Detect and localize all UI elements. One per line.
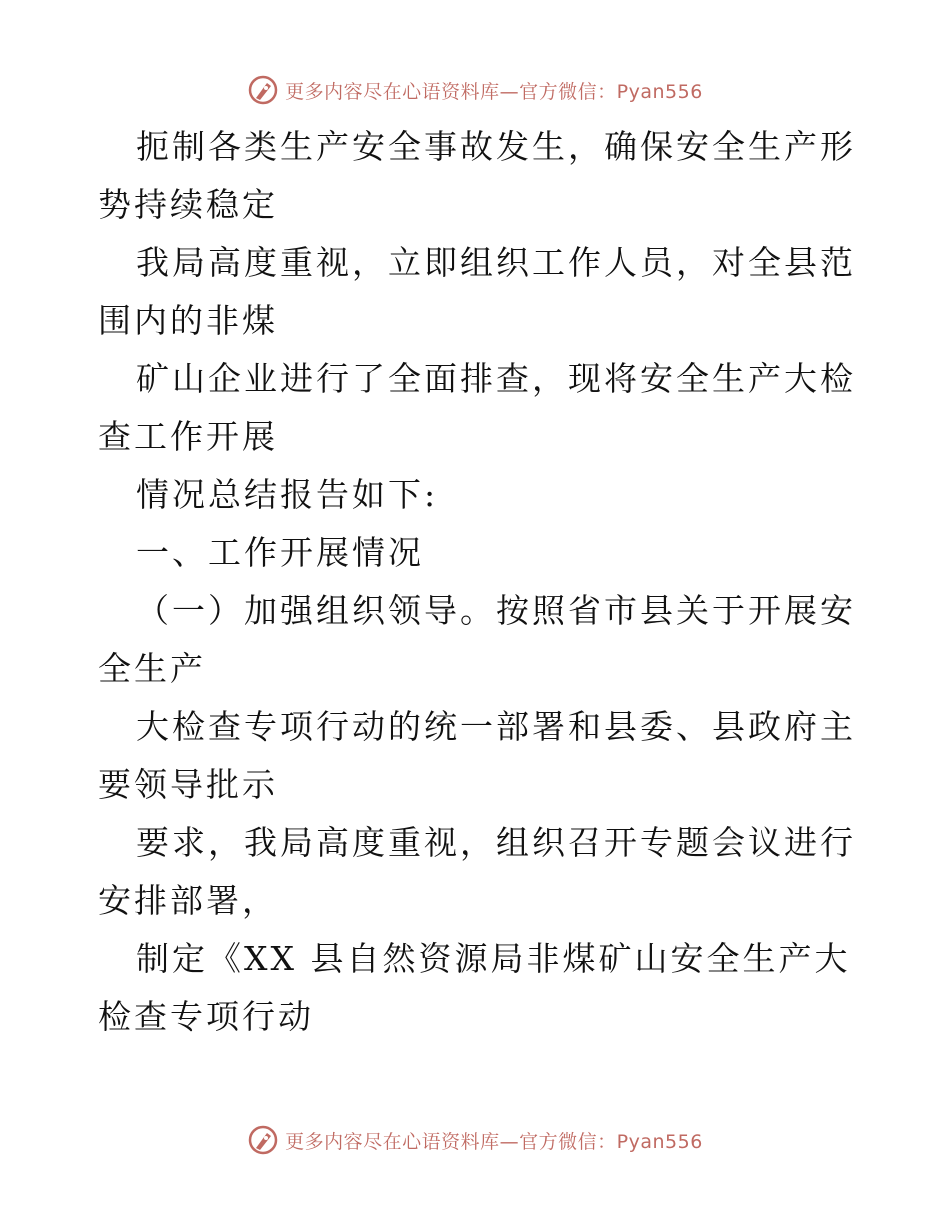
paragraph: （一）加强组织领导。按照省市县关于开展安全生产 — [98, 591, 856, 688]
pen-nib-icon — [247, 74, 279, 106]
header-banner — [0, 70, 950, 110]
paragraph: 扼制各类生产安全事故发生，确保安全生产形势持续稳定 — [98, 127, 856, 224]
paragraph: 大检查专项行动的统一部署和县委、县政府主要领导批示 — [98, 707, 856, 804]
paragraph: 矿山企业进行了全面排查，现将安全生产大检查工作开展 — [98, 359, 856, 456]
paragraph: 情况总结报告如下: — [136, 475, 439, 514]
paragraph: 制定《XX 县自然资源局非煤矿山安全生产大检查专项行动 — [98, 939, 851, 1036]
section-heading: 一、工作开展情况 — [136, 533, 424, 572]
paragraph: 要求，我局高度重视，组织召开专题会议进行安排部署， — [98, 823, 856, 920]
paragraph: 我局高度重视，立即组织工作人员，对全县范围内的非煤 — [98, 243, 856, 340]
banner-text: 更多内容尽在心语资料库—官方微信：Pyan556 — [285, 1130, 703, 1153]
document-body — [98, 118, 858, 1046]
banner-text: 更多内容尽在心语资料库—官方微信：Pyan556 — [285, 80, 703, 103]
footer-banner — [0, 1120, 950, 1160]
pen-nib-icon — [247, 1124, 279, 1156]
